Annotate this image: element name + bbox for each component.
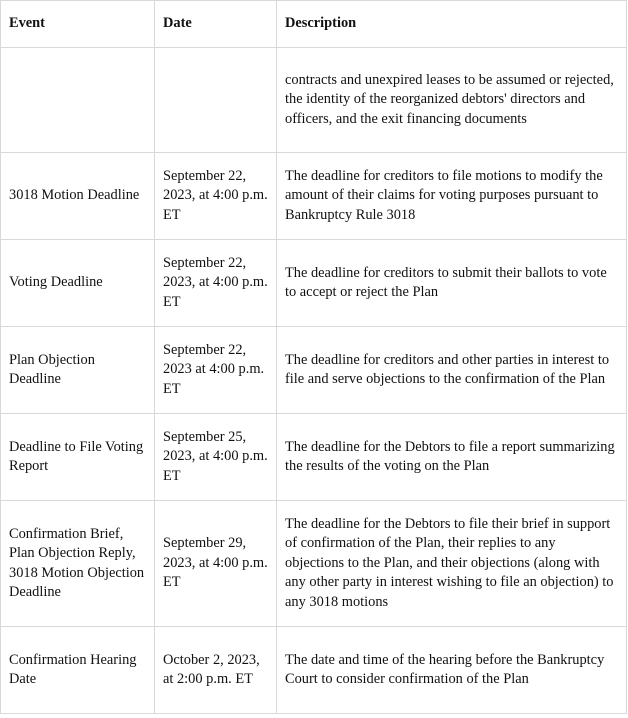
header-date: Date <box>155 1 277 48</box>
description-cell: The deadline for the Debtors to file a report summarizing the results of the voting on the Plan <box>277 414 627 501</box>
date-cell: October 2, 2023, at 2:00 p.m. ET <box>155 627 277 714</box>
event-cell: Confirmation Brief, Plan Objection Reply, 3018 Motion Objection Deadline <box>1 501 155 627</box>
header-description: Description <box>277 1 627 48</box>
date-cell: September 22, 2023 at 4:00 p.m. ET <box>155 327 277 414</box>
description-cell: The deadline for the Debtors to file their brief in support of confirmation of the Plan, their replies to any objections to the Plan, and their objections (along with any other party in interest wishing to file an objection) to any 3018 motions <box>277 501 627 627</box>
date-cell: September 22, 2023, at 4:00 p.m. ET <box>155 153 277 240</box>
description-cell: contracts and unexpired leases to be assumed or rejected, the identity of the reorganized debtors' directors and officers, and the exit financing documents <box>277 48 627 153</box>
table-row <box>1 327 627 414</box>
description-cell: The date and time of the hearing before the Bankruptcy Court to consider confirmation of the Plan <box>277 627 627 714</box>
header-event: Event <box>1 1 155 48</box>
table-row <box>1 48 627 153</box>
table-row <box>1 240 627 327</box>
date-cell: September 25, 2023, at 4:00 p.m. ET <box>155 414 277 501</box>
event-cell: Confirmation Hearing Date <box>1 627 155 714</box>
description-cell: The deadline for creditors to submit their ballots to vote to accept or reject the Plan <box>277 240 627 327</box>
description-cell: The deadline for creditors to file motions to modify the amount of their claims for voting purposes pursuant to Bankruptcy Rule 3018 <box>277 153 627 240</box>
table-row <box>1 501 627 627</box>
table-row <box>1 414 627 501</box>
event-cell: Voting Deadline <box>1 240 155 327</box>
date-cell: September 22, 2023, at 4:00 p.m. ET <box>155 240 277 327</box>
table-row <box>1 627 627 714</box>
table-header-row <box>1 1 627 48</box>
description-cell: The deadline for creditors and other parties in interest to file and serve objections to the confirmation of the Plan <box>277 327 627 414</box>
event-cell: Plan Objection Deadline <box>1 327 155 414</box>
date-cell: September 29, 2023, at 4:00 p.m. ET <box>155 501 277 627</box>
date-cell <box>155 48 277 153</box>
event-cell <box>1 48 155 153</box>
table-row <box>1 153 627 240</box>
event-cell: Deadline to File Voting Report <box>1 414 155 501</box>
event-cell: 3018 Motion Deadline <box>1 153 155 240</box>
